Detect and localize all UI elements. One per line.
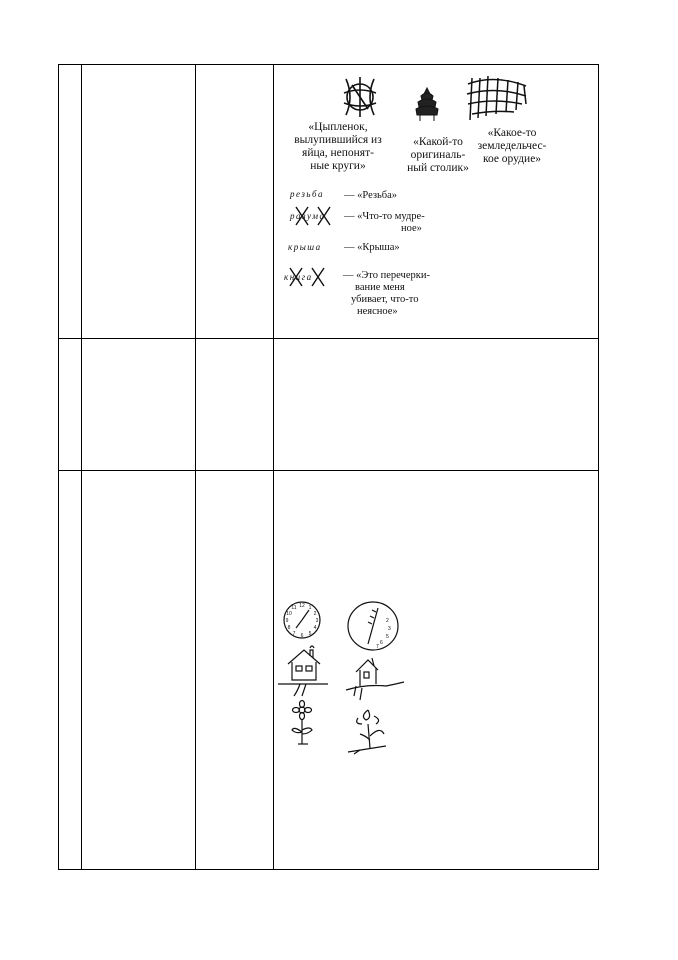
- handwritten-word: разума: [290, 211, 326, 221]
- patient-flower-drawing: [346, 706, 390, 760]
- response-line: ное»: [401, 223, 422, 234]
- word-response: [343, 270, 430, 318]
- caption-line: «Какой-то: [413, 136, 463, 148]
- svg-text:8: 8: [287, 625, 291, 631]
- column-divider: [195, 65, 196, 869]
- svg-text:3: 3: [388, 626, 391, 632]
- caption-line: ные круги»: [310, 160, 366, 172]
- svg-text:11: 11: [291, 605, 297, 611]
- column-divider: [81, 65, 82, 869]
- svg-text:7: 7: [292, 631, 296, 637]
- response-line: — «Резьба»: [344, 190, 398, 201]
- response-line: вание меня: [355, 282, 405, 293]
- model-house-drawing: [278, 646, 328, 698]
- caption-line: яйца, непонят-: [302, 147, 374, 159]
- document-table: [58, 64, 599, 870]
- response-line: — «Это перечерки-: [343, 270, 430, 281]
- patient-clock-drawing: [346, 600, 400, 652]
- caption-line: ный столик»: [407, 162, 469, 174]
- caption-line: «Какое-то: [487, 127, 537, 139]
- handwritten-word: крыша: [288, 242, 322, 252]
- svg-text:1: 1: [308, 605, 312, 611]
- caption-line: «Цыпленок,: [308, 121, 368, 133]
- response-line: — «Крыша»: [344, 242, 400, 253]
- table-drawing: [412, 86, 442, 122]
- word-response: [344, 190, 397, 202]
- response-line: неясное»: [357, 306, 398, 317]
- caption-line: вылупившийся из: [294, 134, 382, 146]
- handwritten-word: резьба: [290, 189, 325, 199]
- svg-text:10: 10: [286, 611, 292, 617]
- svg-text:5: 5: [386, 634, 389, 640]
- model-clock-drawing: [282, 600, 322, 640]
- svg-text:4: 4: [313, 625, 317, 631]
- handwritten-word: книга: [284, 272, 313, 282]
- caption-line: кое орудие»: [482, 153, 542, 165]
- chick-drawing: [338, 75, 382, 119]
- word-response: [344, 211, 425, 235]
- word-response: [344, 242, 400, 254]
- svg-text:7: 7: [376, 644, 379, 650]
- caption-line: оригиналь-: [410, 149, 466, 161]
- svg-text:5: 5: [308, 631, 312, 637]
- chick-caption: [282, 121, 394, 173]
- tool-drawing: [464, 74, 530, 124]
- response-line: — «Что-то мудре-: [344, 211, 425, 222]
- response-line: убивает, что-то: [351, 294, 419, 305]
- svg-text:12: 12: [299, 603, 305, 609]
- patient-house-drawing: [346, 656, 404, 702]
- caption-line: земледельчес-: [477, 140, 547, 152]
- svg-text:2: 2: [313, 611, 317, 617]
- table-caption: [398, 136, 478, 175]
- svg-text:9: 9: [285, 618, 289, 624]
- model-flower-drawing: [286, 700, 318, 746]
- strike-through-mark: [282, 266, 332, 288]
- strike-through-mark: [288, 205, 338, 227]
- svg-text:2: 2: [386, 618, 389, 624]
- row-divider: [59, 338, 598, 339]
- row-divider: [59, 470, 598, 471]
- svg-text:6: 6: [300, 633, 304, 639]
- svg-text:6: 6: [380, 640, 383, 646]
- column-divider: [273, 65, 274, 869]
- tool-caption: [472, 127, 552, 166]
- svg-text:3: 3: [315, 618, 319, 624]
